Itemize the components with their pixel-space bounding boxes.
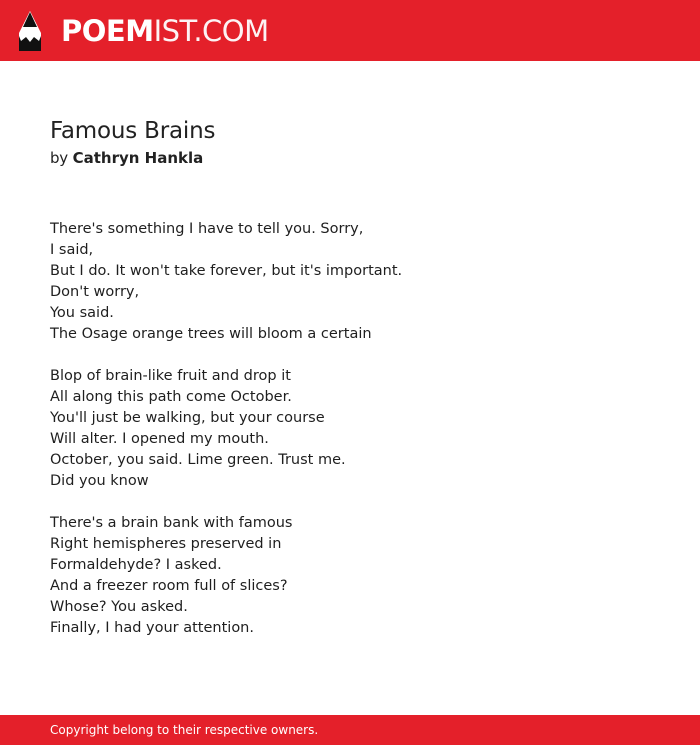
poem-line: I said,	[50, 242, 94, 258]
poem-byline	[50, 147, 650, 169]
poem-line: You'll just be walking, but your course	[50, 410, 325, 426]
poem-line: Formaldehyde? I asked.	[50, 557, 222, 573]
poem-content	[50, 116, 650, 660]
site-logo-link[interactable]	[17, 9, 269, 53]
poem-stanza-3	[50, 513, 650, 639]
byline-prefix: by	[50, 149, 68, 167]
logo-bold-part: POEM	[61, 13, 154, 48]
poem-line: The Osage orange trees will bloom a certain	[50, 326, 372, 342]
poem-line: Don't worry,	[50, 284, 140, 300]
site-logo-text	[61, 13, 269, 48]
poem-line: All along this path come October.	[50, 389, 292, 405]
poem-line: And a freezer room full of slices?	[50, 578, 288, 594]
poem-line: Will alter. I opened my mouth.	[50, 431, 269, 447]
poem-line: Whose? You asked.	[50, 599, 188, 615]
poem-stanza-1	[50, 219, 650, 345]
poem-line: But I do. It won't take forever, but it's important.	[50, 263, 403, 279]
poem-line: October, you said. Lime green. Trust me.	[50, 452, 346, 468]
poem-stanza-2	[50, 366, 650, 492]
pencil-icon	[17, 10, 43, 52]
copyright-notice: Copyright belong to their respective owners.	[50, 723, 319, 737]
poem-line: Blop of brain-like fruit and drop it	[50, 368, 291, 384]
poem-title: Famous Brains	[50, 118, 216, 144]
poem-body	[50, 219, 650, 639]
site-footer	[0, 715, 700, 745]
author-link[interactable]: Cathryn Hankla	[72, 149, 204, 167]
poem-line: Finally, I had your attention.	[50, 620, 254, 636]
poem-line: Right hemispheres preserved in	[50, 536, 282, 552]
logo-light-part: IST.COM	[153, 13, 269, 48]
poem-line: There's something I have to tell you. Sorry,	[50, 221, 364, 237]
site-header	[0, 0, 700, 61]
poem-line: Did you know	[50, 473, 149, 489]
poem-line: There's a brain bank with famous	[50, 515, 293, 531]
poem-line: You said.	[50, 305, 114, 321]
